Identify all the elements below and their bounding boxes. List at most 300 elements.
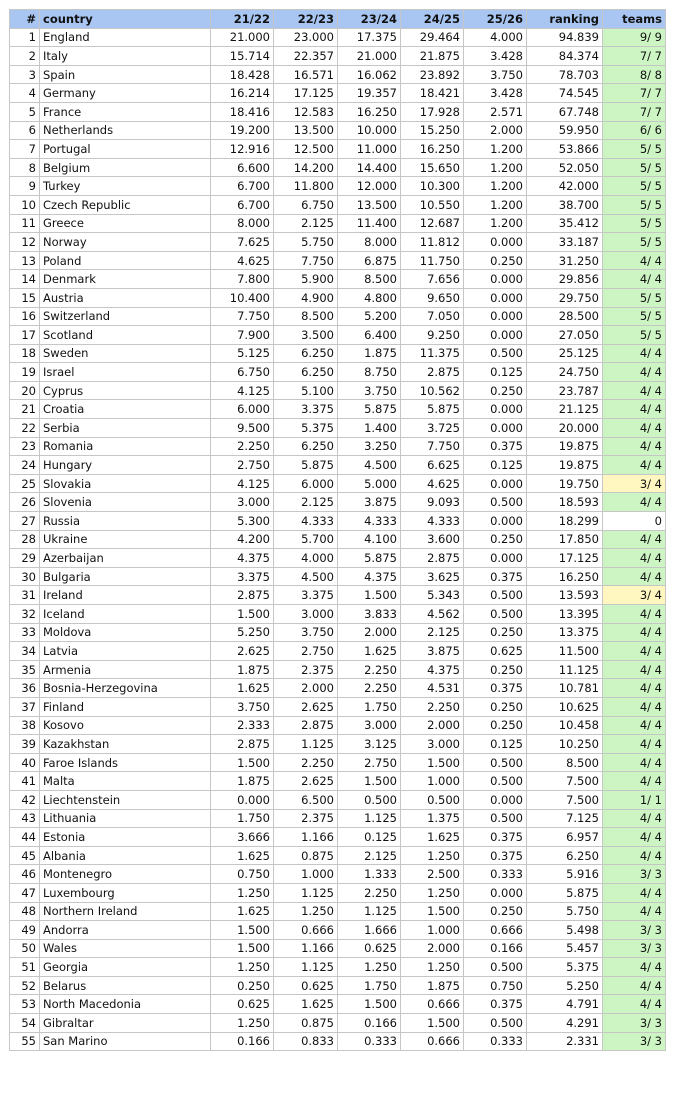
teams-count: 4/ 4 xyxy=(603,716,666,735)
score-2425: 9.650 xyxy=(401,288,464,307)
score-2526: 0.000 xyxy=(464,326,527,345)
score-2324: 17.375 xyxy=(338,28,401,47)
score-2324: 1.250 xyxy=(338,958,401,977)
table-row xyxy=(10,530,666,549)
score-2122: 0.625 xyxy=(211,995,274,1014)
score-2526: 0.000 xyxy=(464,400,527,419)
country-name: Russia xyxy=(40,512,211,531)
score-2324: 1.875 xyxy=(338,344,401,363)
score-2223: 3.750 xyxy=(274,623,338,642)
table-row xyxy=(10,28,666,47)
ranking-value: 5.875 xyxy=(527,883,603,902)
score-2526: 0.000 xyxy=(464,419,527,438)
score-2526: 0.125 xyxy=(464,735,527,754)
score-2425: 12.687 xyxy=(401,214,464,233)
header-season-2122[interactable]: 21/22 xyxy=(211,10,274,29)
score-2425: 15.250 xyxy=(401,121,464,140)
score-2223: 4.000 xyxy=(274,549,338,568)
score-2526: 0.500 xyxy=(464,344,527,363)
score-2425: 1.250 xyxy=(401,846,464,865)
score-2425: 3.600 xyxy=(401,530,464,549)
teams-count: 8/ 8 xyxy=(603,65,666,84)
table-row xyxy=(10,474,666,493)
teams-count: 4/ 4 xyxy=(603,400,666,419)
score-2324: 1.750 xyxy=(338,976,401,995)
score-2425: 7.750 xyxy=(401,437,464,456)
score-2425: 9.093 xyxy=(401,493,464,512)
score-2324: 1.500 xyxy=(338,772,401,791)
score-2223: 1.125 xyxy=(274,883,338,902)
header-ranking[interactable]: ranking xyxy=(527,10,603,29)
score-2122: 6.600 xyxy=(211,158,274,177)
score-2526: 0.250 xyxy=(464,716,527,735)
score-2122: 1.500 xyxy=(211,939,274,958)
country-name: Italy xyxy=(40,47,211,66)
score-2526: 0.500 xyxy=(464,958,527,977)
table-row xyxy=(10,493,666,512)
ranking-value: 5.457 xyxy=(527,939,603,958)
table-body xyxy=(10,28,666,1051)
score-2324: 8.750 xyxy=(338,363,401,382)
score-2526: 0.250 xyxy=(464,530,527,549)
table-row xyxy=(10,976,666,995)
row-index: 51 xyxy=(10,958,40,977)
ranking-value: 35.412 xyxy=(527,214,603,233)
score-2324: 21.000 xyxy=(338,47,401,66)
score-2526: 0.500 xyxy=(464,809,527,828)
score-2223: 2.000 xyxy=(274,679,338,698)
ranking-value: 94.839 xyxy=(527,28,603,47)
score-2526: 0.250 xyxy=(464,381,527,400)
table-row xyxy=(10,679,666,698)
score-2324: 1.666 xyxy=(338,921,401,940)
score-2324: 3.125 xyxy=(338,735,401,754)
row-index: 49 xyxy=(10,921,40,940)
row-index: 15 xyxy=(10,288,40,307)
country-name: Belgium xyxy=(40,158,211,177)
score-2526: 0.500 xyxy=(464,753,527,772)
score-2122: 12.916 xyxy=(211,140,274,159)
country-name: Azerbaijan xyxy=(40,549,211,568)
score-2324: 10.000 xyxy=(338,121,401,140)
country-name: Portugal xyxy=(40,140,211,159)
score-2122: 3.666 xyxy=(211,828,274,847)
score-2425: 11.812 xyxy=(401,233,464,252)
header-teams[interactable]: teams xyxy=(603,10,666,29)
score-2122: 8.000 xyxy=(211,214,274,233)
country-name: Greece xyxy=(40,214,211,233)
table-row xyxy=(10,456,666,475)
country-name: Switzerland xyxy=(40,307,211,326)
ranking-value: 18.299 xyxy=(527,512,603,531)
score-2425: 5.875 xyxy=(401,400,464,419)
country-name: Turkey xyxy=(40,177,211,196)
score-2122: 6.700 xyxy=(211,195,274,214)
score-2425: 2.000 xyxy=(401,716,464,735)
teams-count: 4/ 4 xyxy=(603,605,666,624)
score-2526: 0.625 xyxy=(464,642,527,661)
row-index: 24 xyxy=(10,456,40,475)
score-2223: 6.250 xyxy=(274,344,338,363)
row-index: 40 xyxy=(10,753,40,772)
score-2223: 3.375 xyxy=(274,400,338,419)
row-index: 42 xyxy=(10,790,40,809)
table-row xyxy=(10,437,666,456)
table-row xyxy=(10,195,666,214)
ranking-value: 7.500 xyxy=(527,772,603,791)
ranking-value: 38.700 xyxy=(527,195,603,214)
score-2324: 4.333 xyxy=(338,512,401,531)
score-2122: 7.800 xyxy=(211,270,274,289)
ranking-value: 16.250 xyxy=(527,567,603,586)
score-2526: 0.000 xyxy=(464,270,527,289)
country-name: Czech Republic xyxy=(40,195,211,214)
teams-count: 4/ 4 xyxy=(603,679,666,698)
score-2526: 0.333 xyxy=(464,1032,527,1051)
row-index: 45 xyxy=(10,846,40,865)
ranking-value: 59.950 xyxy=(527,121,603,140)
country-name: Finland xyxy=(40,697,211,716)
row-index: 18 xyxy=(10,344,40,363)
ranking-value: 29.750 xyxy=(527,288,603,307)
score-2526: 0.000 xyxy=(464,233,527,252)
teams-count: 4/ 4 xyxy=(603,456,666,475)
row-index: 28 xyxy=(10,530,40,549)
score-2425: 7.656 xyxy=(401,270,464,289)
table-row xyxy=(10,697,666,716)
score-2223: 6.250 xyxy=(274,363,338,382)
score-2526: 1.200 xyxy=(464,140,527,159)
ranking-value: 5.916 xyxy=(527,865,603,884)
score-2526: 0.666 xyxy=(464,921,527,940)
ranking-value: 13.593 xyxy=(527,586,603,605)
header-index[interactable]: # xyxy=(10,10,40,29)
score-2122: 2.250 xyxy=(211,437,274,456)
row-index: 35 xyxy=(10,660,40,679)
ranking-value: 2.331 xyxy=(527,1032,603,1051)
teams-count: 4/ 4 xyxy=(603,753,666,772)
country-name: Wales xyxy=(40,939,211,958)
score-2526: 0.375 xyxy=(464,567,527,586)
country-name: Scotland xyxy=(40,326,211,345)
table-row xyxy=(10,512,666,531)
ranking-value: 17.850 xyxy=(527,530,603,549)
score-2526: 2.000 xyxy=(464,121,527,140)
teams-count: 4/ 4 xyxy=(603,883,666,902)
score-2223: 0.833 xyxy=(274,1032,338,1051)
teams-count: 7/ 7 xyxy=(603,84,666,103)
score-2223: 14.200 xyxy=(274,158,338,177)
teams-count: 4/ 4 xyxy=(603,530,666,549)
score-2425: 1.000 xyxy=(401,772,464,791)
table-row xyxy=(10,642,666,661)
score-2122: 21.000 xyxy=(211,28,274,47)
score-2324: 0.333 xyxy=(338,1032,401,1051)
teams-count: 3/ 3 xyxy=(603,921,666,940)
teams-count: 6/ 6 xyxy=(603,121,666,140)
row-index: 34 xyxy=(10,642,40,661)
score-2223: 2.625 xyxy=(274,772,338,791)
score-2122: 2.875 xyxy=(211,586,274,605)
header-season-2526[interactable]: 25/26 xyxy=(464,10,527,29)
ranking-value: 21.125 xyxy=(527,400,603,419)
score-2425: 2.250 xyxy=(401,697,464,716)
score-2526: 0.375 xyxy=(464,679,527,698)
score-2122: 1.625 xyxy=(211,679,274,698)
teams-count: 3/ 3 xyxy=(603,1032,666,1051)
ranking-value: 11.125 xyxy=(527,660,603,679)
country-name: England xyxy=(40,28,211,47)
country-name: Andorra xyxy=(40,921,211,940)
score-2122: 18.428 xyxy=(211,65,274,84)
score-2425: 2.875 xyxy=(401,363,464,382)
score-2223: 6.500 xyxy=(274,790,338,809)
score-2425: 0.666 xyxy=(401,995,464,1014)
teams-count: 4/ 4 xyxy=(603,828,666,847)
ranking-value: 13.375 xyxy=(527,623,603,642)
teams-count: 4/ 4 xyxy=(603,642,666,661)
score-2324: 3.750 xyxy=(338,381,401,400)
score-2223: 5.700 xyxy=(274,530,338,549)
score-2223: 0.666 xyxy=(274,921,338,940)
ranking-table xyxy=(9,9,666,1051)
score-2223: 1.166 xyxy=(274,828,338,847)
country-name: Ukraine xyxy=(40,530,211,549)
ranking-value: 24.750 xyxy=(527,363,603,382)
teams-count: 4/ 4 xyxy=(603,995,666,1014)
score-2324: 0.500 xyxy=(338,790,401,809)
score-2526: 0.000 xyxy=(464,512,527,531)
ranking-value: 18.593 xyxy=(527,493,603,512)
score-2122: 1.250 xyxy=(211,1014,274,1033)
score-2324: 0.166 xyxy=(338,1014,401,1033)
row-index: 1 xyxy=(10,28,40,47)
score-2324: 2.250 xyxy=(338,660,401,679)
country-name: Netherlands xyxy=(40,121,211,140)
score-2223: 1.166 xyxy=(274,939,338,958)
score-2324: 4.800 xyxy=(338,288,401,307)
score-2324: 2.125 xyxy=(338,846,401,865)
row-index: 12 xyxy=(10,233,40,252)
score-2425: 3.625 xyxy=(401,567,464,586)
score-2324: 5.000 xyxy=(338,474,401,493)
score-2122: 2.750 xyxy=(211,456,274,475)
score-2223: 3.375 xyxy=(274,586,338,605)
score-2122: 3.750 xyxy=(211,697,274,716)
score-2324: 11.400 xyxy=(338,214,401,233)
table-row xyxy=(10,140,666,159)
score-2526: 0.000 xyxy=(464,883,527,902)
teams-count: 5/ 5 xyxy=(603,233,666,252)
teams-count: 4/ 4 xyxy=(603,381,666,400)
score-2425: 2.875 xyxy=(401,549,464,568)
score-2324: 1.333 xyxy=(338,865,401,884)
score-2425: 4.333 xyxy=(401,512,464,531)
score-2324: 0.625 xyxy=(338,939,401,958)
score-2324: 11.000 xyxy=(338,140,401,159)
country-name: Ireland xyxy=(40,586,211,605)
score-2122: 7.625 xyxy=(211,233,274,252)
table-row xyxy=(10,716,666,735)
score-2425: 10.300 xyxy=(401,177,464,196)
ranking-value: 42.000 xyxy=(527,177,603,196)
country-name: Northern Ireland xyxy=(40,902,211,921)
score-2223: 1.000 xyxy=(274,865,338,884)
row-index: 3 xyxy=(10,65,40,84)
score-2122: 1.875 xyxy=(211,660,274,679)
country-name: Bulgaria xyxy=(40,567,211,586)
country-name: Albania xyxy=(40,846,211,865)
header-country[interactable]: country xyxy=(40,10,211,29)
table-row xyxy=(10,363,666,382)
score-2526: 3.428 xyxy=(464,84,527,103)
country-name: France xyxy=(40,102,211,121)
row-index: 9 xyxy=(10,177,40,196)
ranking-value: 5.498 xyxy=(527,921,603,940)
table-row xyxy=(10,772,666,791)
country-name: Germany xyxy=(40,84,211,103)
score-2425: 18.421 xyxy=(401,84,464,103)
score-2122: 19.200 xyxy=(211,121,274,140)
table-row xyxy=(10,326,666,345)
score-2526: 0.333 xyxy=(464,865,527,884)
row-index: 19 xyxy=(10,363,40,382)
score-2526: 0.375 xyxy=(464,995,527,1014)
score-2223: 2.250 xyxy=(274,753,338,772)
score-2526: 0.375 xyxy=(464,828,527,847)
teams-count: 3/ 3 xyxy=(603,865,666,884)
score-2324: 3.250 xyxy=(338,437,401,456)
score-2425: 5.343 xyxy=(401,586,464,605)
score-2223: 16.571 xyxy=(274,65,338,84)
row-index: 6 xyxy=(10,121,40,140)
score-2425: 29.464 xyxy=(401,28,464,47)
score-2324: 1.500 xyxy=(338,995,401,1014)
country-name: Austria xyxy=(40,288,211,307)
score-2122: 0.750 xyxy=(211,865,274,884)
score-2223: 2.375 xyxy=(274,809,338,828)
country-name: Kosovo xyxy=(40,716,211,735)
country-name: Iceland xyxy=(40,605,211,624)
score-2223: 5.375 xyxy=(274,419,338,438)
row-index: 22 xyxy=(10,419,40,438)
country-name: North Macedonia xyxy=(40,995,211,1014)
teams-count: 4/ 4 xyxy=(603,567,666,586)
score-2526: 0.250 xyxy=(464,697,527,716)
score-2425: 7.050 xyxy=(401,307,464,326)
header-season-2324[interactable]: 23/24 xyxy=(338,10,401,29)
score-2425: 3.875 xyxy=(401,642,464,661)
score-2223: 3.500 xyxy=(274,326,338,345)
ranking-value: 10.250 xyxy=(527,735,603,754)
table-row xyxy=(10,344,666,363)
score-2425: 15.650 xyxy=(401,158,464,177)
teams-count: 4/ 4 xyxy=(603,344,666,363)
score-2324: 14.400 xyxy=(338,158,401,177)
country-name: Croatia xyxy=(40,400,211,419)
ranking-value: 5.750 xyxy=(527,902,603,921)
score-2122: 1.625 xyxy=(211,846,274,865)
score-2526: 3.428 xyxy=(464,47,527,66)
score-2324: 0.125 xyxy=(338,828,401,847)
ranking-value: 17.125 xyxy=(527,549,603,568)
row-index: 14 xyxy=(10,270,40,289)
country-name: Slovakia xyxy=(40,474,211,493)
score-2526: 0.500 xyxy=(464,1014,527,1033)
score-2324: 1.125 xyxy=(338,902,401,921)
ranking-value: 74.545 xyxy=(527,84,603,103)
score-2526: 0.000 xyxy=(464,790,527,809)
teams-count: 4/ 4 xyxy=(603,846,666,865)
table-row xyxy=(10,177,666,196)
score-2223: 12.583 xyxy=(274,102,338,121)
score-2425: 11.375 xyxy=(401,344,464,363)
table-row xyxy=(10,753,666,772)
score-2223: 1.250 xyxy=(274,902,338,921)
table-row xyxy=(10,567,666,586)
score-2122: 1.750 xyxy=(211,809,274,828)
score-2223: 6.250 xyxy=(274,437,338,456)
country-name: Lithuania xyxy=(40,809,211,828)
score-2122: 2.333 xyxy=(211,716,274,735)
score-2526: 1.200 xyxy=(464,195,527,214)
row-index: 55 xyxy=(10,1032,40,1051)
header-season-2223[interactable]: 22/23 xyxy=(274,10,338,29)
ranking-value: 33.187 xyxy=(527,233,603,252)
row-index: 50 xyxy=(10,939,40,958)
row-index: 46 xyxy=(10,865,40,884)
table-row xyxy=(10,958,666,977)
score-2223: 2.125 xyxy=(274,214,338,233)
row-index: 30 xyxy=(10,567,40,586)
score-2425: 11.750 xyxy=(401,251,464,270)
score-2324: 1.400 xyxy=(338,419,401,438)
score-2425: 9.250 xyxy=(401,326,464,345)
teams-count: 4/ 4 xyxy=(603,660,666,679)
score-2526: 0.000 xyxy=(464,549,527,568)
ranking-value: 7.125 xyxy=(527,809,603,828)
score-2122: 4.625 xyxy=(211,251,274,270)
table-row xyxy=(10,921,666,940)
teams-count: 3/ 4 xyxy=(603,474,666,493)
country-name: Sweden xyxy=(40,344,211,363)
table-row xyxy=(10,586,666,605)
teams-count: 5/ 5 xyxy=(603,214,666,233)
table-header xyxy=(10,10,666,29)
score-2122: 4.125 xyxy=(211,381,274,400)
score-2324: 2.250 xyxy=(338,679,401,698)
score-2122: 5.125 xyxy=(211,344,274,363)
score-2526: 0.375 xyxy=(464,437,527,456)
table-row xyxy=(10,939,666,958)
teams-count: 4/ 4 xyxy=(603,809,666,828)
score-2122: 2.875 xyxy=(211,735,274,754)
score-2122: 16.214 xyxy=(211,84,274,103)
country-name: Gibraltar xyxy=(40,1014,211,1033)
score-2223: 4.500 xyxy=(274,567,338,586)
row-index: 2 xyxy=(10,47,40,66)
table-row xyxy=(10,865,666,884)
table-row xyxy=(10,65,666,84)
teams-count: 5/ 5 xyxy=(603,288,666,307)
ranking-value: 19.875 xyxy=(527,437,603,456)
score-2526: 3.750 xyxy=(464,65,527,84)
header-season-2425[interactable]: 24/25 xyxy=(401,10,464,29)
score-2122: 9.500 xyxy=(211,419,274,438)
score-2223: 0.875 xyxy=(274,846,338,865)
row-index: 32 xyxy=(10,605,40,624)
score-2425: 17.928 xyxy=(401,102,464,121)
